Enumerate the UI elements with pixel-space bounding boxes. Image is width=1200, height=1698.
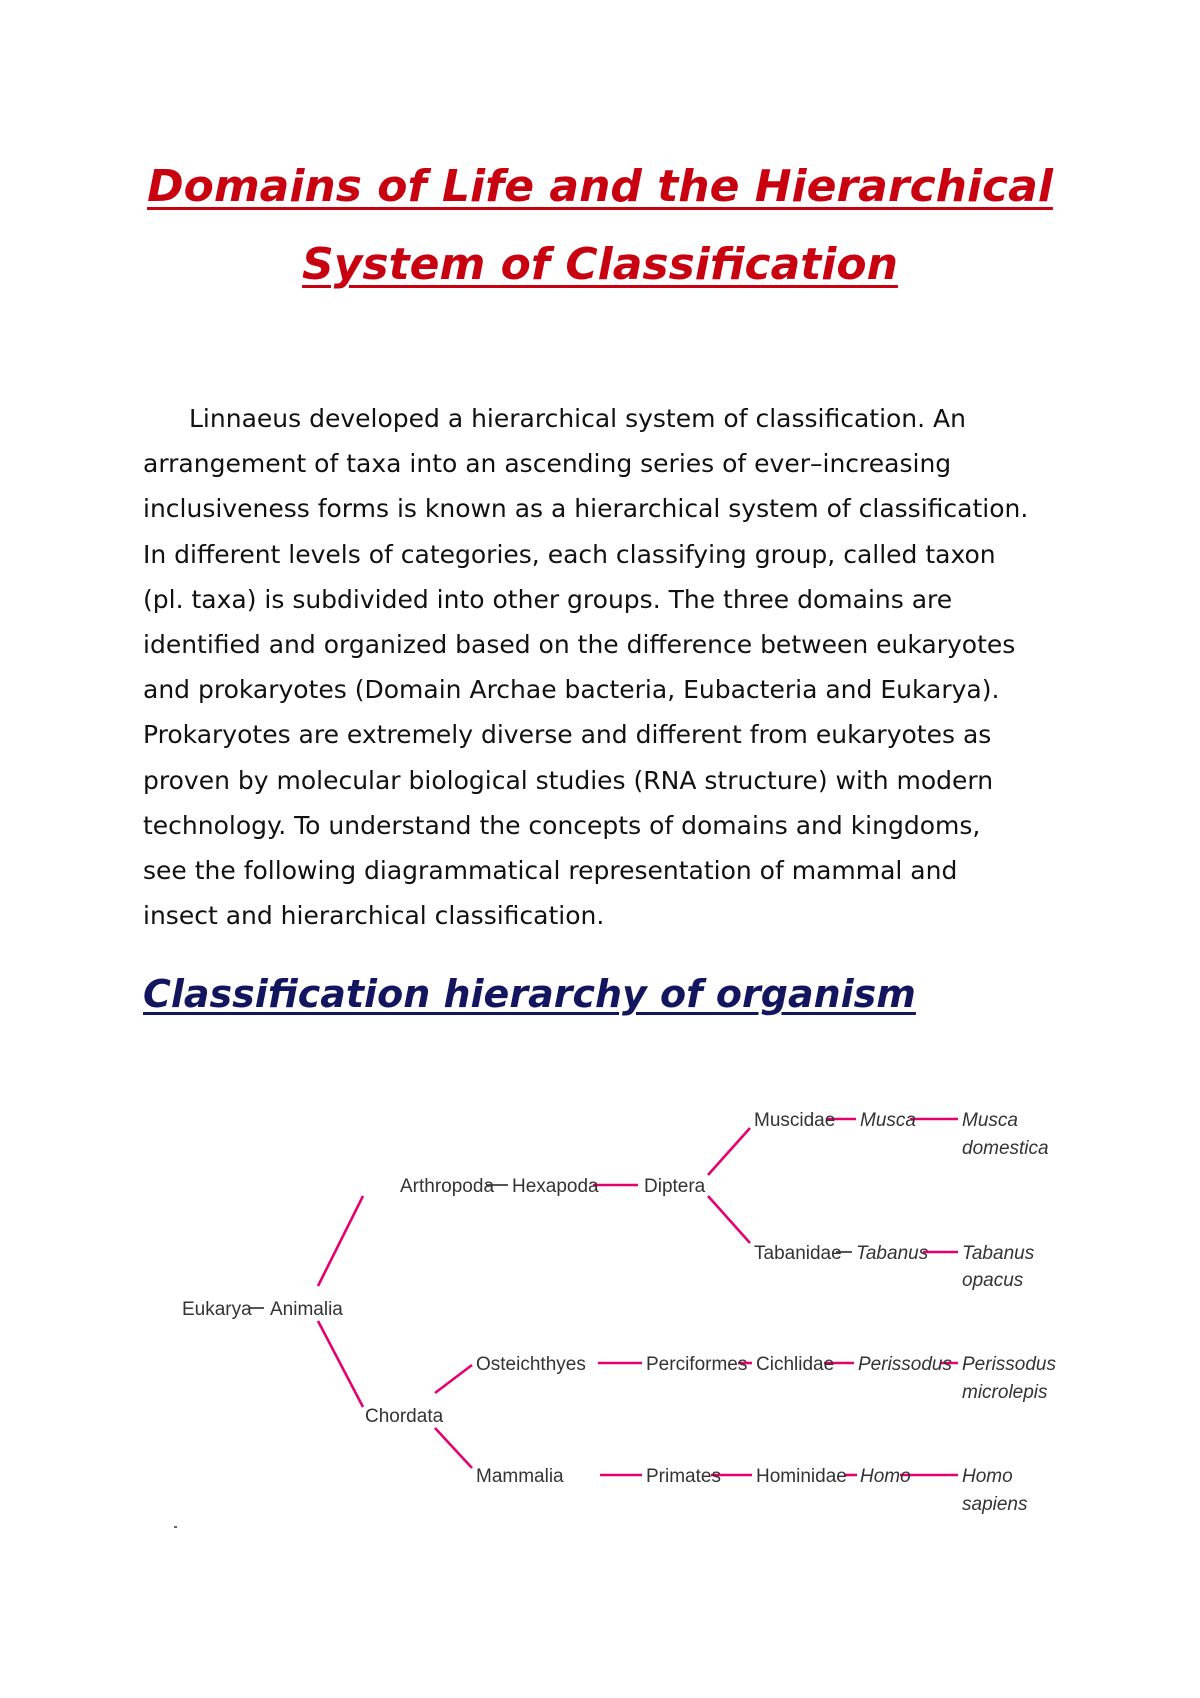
paragraph-line: Prokaryotes are extremely diverse and different from eukaryotes as xyxy=(143,720,992,750)
classification-diagram xyxy=(150,1080,1150,1540)
node-diptera: Diptera xyxy=(644,1176,706,1197)
edge-chordata-osteichthyes xyxy=(435,1365,472,1393)
node-homo-species-line-2: sapiens xyxy=(962,1494,1028,1515)
node-hominidae: Hominidae xyxy=(756,1466,847,1487)
node-tabanidae: Tabanidae xyxy=(754,1243,842,1264)
node-muscidae: Muscidae xyxy=(754,1110,836,1131)
paragraph-line: (pl. taxa) is subdivided into other groups. The three domains are xyxy=(143,584,953,614)
edge-chordata-mammalia xyxy=(435,1428,472,1468)
node-hexapoda: Hexapoda xyxy=(512,1176,599,1197)
paragraph-line: arrangement of taxa into an ascending series of ever–increasing xyxy=(143,449,952,479)
node-perissodus-species-line-1: Perissodus xyxy=(962,1354,1056,1375)
edge-animalia-chordata xyxy=(318,1321,363,1407)
node-homo-genus: Homo xyxy=(860,1466,911,1487)
node-animalia: Animalia xyxy=(270,1299,343,1320)
section-subheading: Classification hierarchy of organism xyxy=(143,972,916,1016)
paragraph-line: insect and hierarchical classification. xyxy=(143,901,605,931)
paragraph-line: proven by molecular biological studies (RNA structure) with modern xyxy=(143,765,994,795)
edge-diptera-tabanidae xyxy=(708,1196,750,1243)
paragraph-line: and prokaryotes (Domain Archae bacteria, Eubacteria and Eukarya). xyxy=(143,675,1000,705)
node-primates: Primates xyxy=(646,1466,721,1487)
node-perissodus-genus: Perissodus xyxy=(858,1354,952,1375)
node-homo-species-line-1: Homo xyxy=(962,1466,1013,1487)
edge-diptera-muscidae xyxy=(708,1128,750,1175)
stray-dot xyxy=(174,1526,177,1528)
node-eukarya: Eukarya xyxy=(182,1299,252,1320)
title-line-1: Domains of Life and the Hierarchical xyxy=(147,161,1053,212)
node-musca-genus: Musca xyxy=(860,1110,916,1131)
classification-tree xyxy=(150,1080,1150,1540)
paragraph-line: see the following diagrammatical representation of mammal and xyxy=(143,856,958,886)
node-osteichthyes: Osteichthyes xyxy=(476,1354,586,1375)
node-tabanus-species-line-1: Tabanus xyxy=(962,1243,1035,1264)
node-cichlidae: Cichlidae xyxy=(756,1354,835,1375)
node-tabanus-genus: Tabanus xyxy=(856,1243,929,1264)
paragraph-line: Linnaeus developed a hierarchical system of classification. An xyxy=(189,404,966,433)
edge-animalia-arthropoda xyxy=(318,1196,363,1286)
node-arthropoda: Arthropoda xyxy=(400,1176,495,1197)
paragraph-line: In different levels of categories, each classifying group, called taxon xyxy=(143,539,996,569)
node-musca-species-line-1: Musca xyxy=(962,1110,1018,1131)
node-chordata: Chordata xyxy=(365,1406,444,1427)
node-musca-species-line-2: domestica xyxy=(962,1138,1049,1159)
document-title xyxy=(0,148,1200,304)
node-perciformes: Perciformes xyxy=(646,1354,748,1375)
node-mammalia: Mammalia xyxy=(476,1466,564,1487)
paragraph-line: inclusiveness forms is known as a hierarchical system of classification. xyxy=(143,494,1029,524)
paragraph-line: identified and organized based on the difference between eukaryotes xyxy=(143,630,1016,660)
node-perissodus-species-line-2: microlepis xyxy=(962,1382,1048,1403)
intro-paragraph xyxy=(143,396,1083,938)
node-tabanus-species-line-2: opacus xyxy=(962,1270,1024,1291)
paragraph-line: technology. To understand the concepts of domains and kingdoms, xyxy=(143,810,981,840)
title-line-2: System of Classification xyxy=(302,239,898,290)
